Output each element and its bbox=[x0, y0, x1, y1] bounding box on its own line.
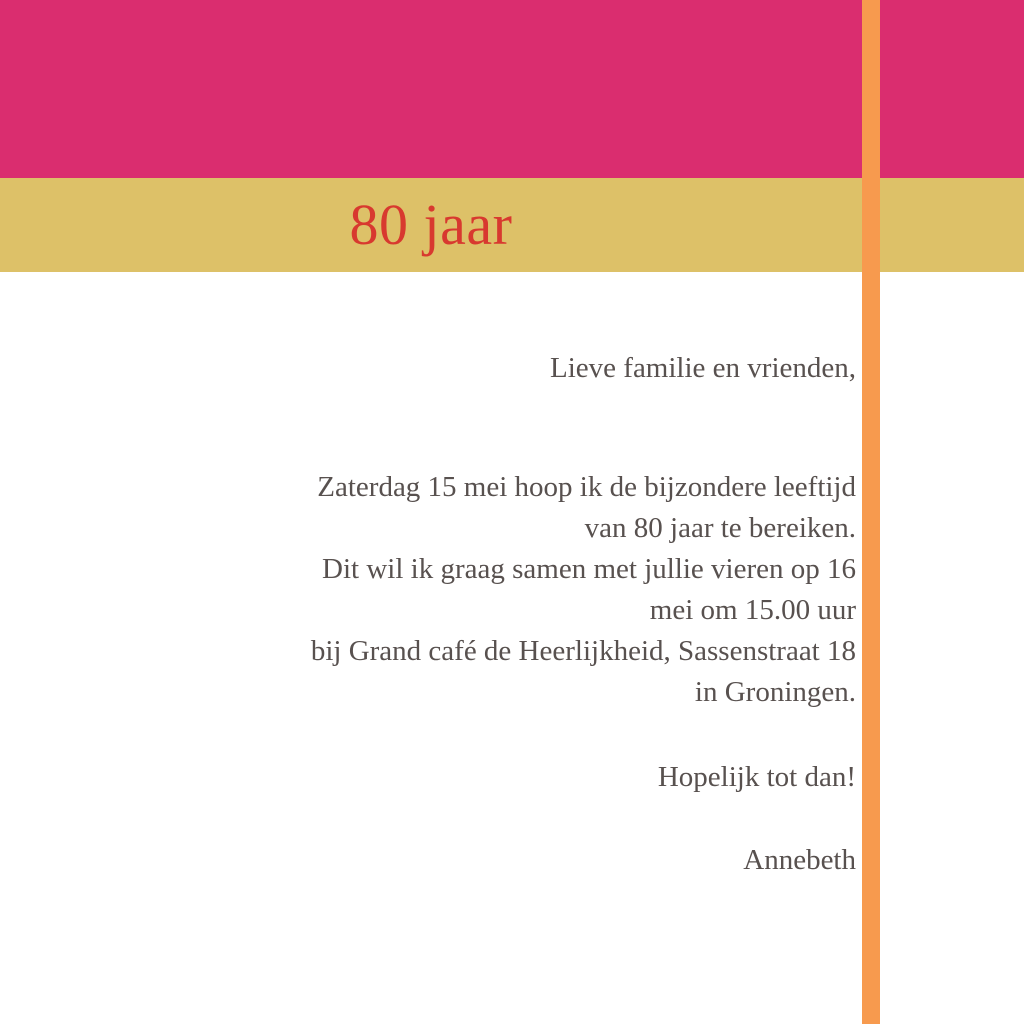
page-title: 80 jaar bbox=[349, 192, 513, 257]
orange-vertical-stripe bbox=[862, 0, 880, 1024]
closing-line: Hopelijk tot dan! bbox=[657, 761, 856, 793]
spacer-after-greeting bbox=[60, 389, 856, 467]
message-line-1: Zaterdag 15 mei hoop ik de bijzondere leeftijd bbox=[317, 471, 856, 503]
message-line-5: bij Grand café de Heerlijkheid, Sassenstraat 18 bbox=[310, 635, 856, 667]
signature-line: Annebeth bbox=[743, 844, 856, 876]
invitation-body bbox=[60, 348, 856, 881]
message-line-3: Dit wil ik graag samen met jullie vieren op 16 bbox=[322, 553, 856, 585]
message-line-6: in Groningen. bbox=[694, 676, 856, 708]
message-line-2: van 80 jaar te bereiken. bbox=[584, 512, 856, 544]
message-line-4: mei om 15.00 uur bbox=[649, 594, 856, 626]
spacer-before-signature bbox=[60, 798, 856, 840]
spacer-before-closing bbox=[60, 713, 856, 757]
greeting-line: Lieve familie en vrienden, bbox=[550, 352, 856, 384]
